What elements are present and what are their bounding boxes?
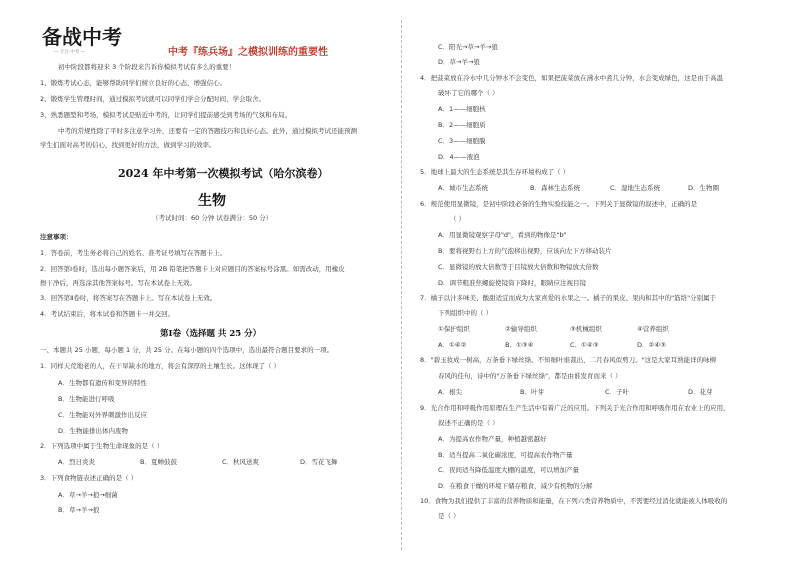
option-d[interactable]: D．调节粗准焦螺旋使镜筒下降时，眼睛应注视目镜	[438, 279, 587, 287]
section-note: 一、本题共 25 小题，每小题 1 分，共 25 分。在每小题的四个选项中，选出最符合题目要求的一项。	[40, 346, 334, 354]
logo-subtext: — 专注·中考 —	[54, 50, 86, 54]
note-item: 擦干净后，再选涂其他答案标号。写在本试卷上无效。	[40, 279, 196, 287]
option-c[interactable]: C．3——细胞膜	[438, 137, 486, 145]
option-d[interactable]: D．生物圈	[688, 184, 720, 192]
note-item: 3．回答第Ⅱ卷时，将答案写在答题卡上。写在本试卷上无效。	[40, 294, 217, 302]
question-stem: 1．同样天荒地老的人，在干旱缺水的地方，将会有深厚的土壤生长。这体现了（ ）	[40, 362, 281, 370]
question-stem: 5．地球上最大的生态系统是其生存环境构成了（ ）	[420, 168, 570, 176]
question-stem: 9．光合作用和呼吸作用原理在生产生活中有着广泛的应用。下列关于光合作用和呼吸作用在农业上的应用，	[420, 404, 730, 412]
option-c[interactable]: C．生物能对外界刺激作出反应	[58, 411, 148, 419]
exam-subject: 生物	[198, 193, 226, 209]
question-stem-cont: 春风的佳句，诗中的"万条垂下绿丝绦"，都是由谁发育而来（ ）	[438, 372, 622, 380]
intro-line: 3、熟悉题型和考场，模拟考试是贴近中考的，让同学们提前感受到考场的气氛和布局。	[40, 111, 292, 119]
intro-line: 学生们面对高考的信心，找到更好的方法，做到学习的效率。	[40, 141, 216, 149]
option-d[interactable]: D．4——液泡	[438, 153, 480, 161]
option-b[interactable]: B．生物能进行呼吸	[58, 395, 115, 403]
option-a[interactable]: A．①④②	[438, 341, 467, 349]
question-stem: 4．把菠菜放在冷水中几分钟水不会变色，如果把菠菜放在沸水中煮几分钟，水会变成绿色，这是由于高温	[420, 74, 724, 82]
option-d[interactable]: D．生物能排出体内废物	[58, 427, 129, 435]
intro-line: 中考的常规性除了平时多注意学习外，还要有一定的答题技巧和良好心态。此外，通过模拟考试还能预测	[58, 127, 357, 135]
exam-meta: （考试时间：60 分钟 试卷满分：50 分）	[152, 214, 273, 222]
question-stem-cont: 是（ ）	[438, 512, 460, 520]
option-a[interactable]: A．用显微镜观察字母"d"，看到的物像是"b"	[438, 231, 567, 239]
option-b[interactable]: B．2——细胞质	[438, 121, 486, 129]
tissue-option: ①保护组织	[438, 325, 470, 333]
question-stem: 3．下列食物链表述正确的是（ ）	[40, 474, 138, 482]
note-item: 2．回答第Ⅰ卷时，选出每小题答案后，用 2B 铅笔把答题卡上对应题目的答案标号涂黑。如需改动，用橡皮	[40, 265, 345, 273]
option-d[interactable]: D．草→羊→狼	[438, 58, 480, 66]
question-stem: 8．"碧玉妆成一树高，万条垂下绿丝绦。不知细叶谁裁出，二月春风似剪刀。"这是大家耳熟能详的咏柳	[420, 356, 717, 364]
section-title: 第Ⅰ卷（选择题 共 25 分）	[160, 329, 262, 339]
question-stem: 6．规范使用显微镜，是初中阶段必备的生物实验技能之一。下列关于显微镜的叙述中，正确的是	[420, 200, 698, 208]
tissue-option: ③机械组织	[570, 325, 602, 333]
tissue-option: ②输导组织	[505, 325, 537, 333]
exam-title: 2024 年中考第一次模拟考试（哈尔滨卷）	[118, 167, 329, 180]
option-c[interactable]: C．子叶	[605, 388, 630, 396]
option-a[interactable]: A．1——细胞核	[438, 105, 486, 113]
option-b[interactable]: B．夏蝉鼓鼓	[140, 458, 177, 466]
intro-line: 初中阶段都将迎来 3 个阶段来告诉你模拟考试有多么的重要！	[58, 63, 236, 71]
logo-text: 备战中考	[42, 25, 122, 49]
option-b[interactable]: B．适当提高二氧化碳浓度，可提高农作物产量	[438, 451, 573, 459]
brand-logo	[40, 22, 132, 54]
option-b[interactable]: B．叶芽	[520, 388, 544, 396]
option-a[interactable]: A．城市生态系统	[438, 184, 488, 192]
option-c[interactable]: C．秋风送爽	[222, 458, 260, 466]
option-a[interactable]: A．烈日炎炎	[58, 458, 95, 466]
intro-line: 2、锻炼学生管理时间，通过模拟考试就可以同学们学会分配时间，学会取舍。	[40, 95, 266, 103]
notes-label: 注意事项：	[40, 233, 73, 241]
question-stem-cont: 破坏了它的哪个（ ）	[438, 89, 499, 97]
option-c[interactable]: C．显微镜的放大倍数等于目镜放大倍数和物镜放大倍数	[438, 263, 599, 271]
question-stem-cont: 下列组织中的（ ）	[438, 309, 493, 317]
column-divider	[401, 20, 402, 550]
option-a[interactable]: A．根尖	[438, 388, 462, 396]
note-item: 1．答卷前，考生务必将自己的姓名、准考证号填写在答题卡上。	[40, 249, 227, 257]
option-b[interactable]: B．①③④	[505, 341, 534, 349]
option-b[interactable]: B．要将视野右上方的气泡移出视野，应该向左下方移动装片	[438, 247, 612, 255]
option-c[interactable]: C．湿地生态系统	[610, 184, 661, 192]
option-b[interactable]: B．草→羊→狼	[58, 506, 100, 514]
option-b[interactable]: B．森林生态系统	[530, 184, 580, 192]
option-d[interactable]: D．花芽	[688, 388, 713, 396]
intro-line: 1、锻炼考试心态，能够帮助同学们树立良好的心态，增强信心。	[40, 79, 227, 87]
question-stem: 10．食物为我们提供了丰富的营养物质和能量，在下列六类营养物质中，不需要经过消化就能被人体吸收的	[420, 497, 728, 505]
option-d[interactable]: D．雪花飞舞	[300, 458, 338, 466]
option-a[interactable]: A．为提高农作物产量，种植越密越好	[438, 435, 547, 443]
option-c[interactable]: C．阳光→草→羊→狼	[438, 43, 498, 51]
question-stem-cont: （ ）	[450, 215, 466, 223]
option-c[interactable]: C．夜间适当降低温度大棚的温度，可以增加产量	[438, 466, 580, 474]
option-d[interactable]: D．②④③	[637, 341, 666, 349]
option-c[interactable]: C．①④③	[570, 341, 599, 349]
tissue-option: ④营养组织	[637, 325, 669, 333]
question-stem: 7．橘子以汁多味美、酸甜适宜而成为大家喜爱的水果之一。橘子的果皮、果肉和其中的"筋络"分别属于	[420, 294, 717, 302]
note-item: 4．考试结束后，将本试卷和答题卡一并交回。	[40, 310, 175, 318]
option-d[interactable]: D．在粮食干燥的环境下储存粮食，减少有机物的分解	[438, 482, 593, 490]
question-stem: 2．下列选项中属于生物生命现象的是（ ）	[40, 442, 164, 450]
question-stem-cont: 叙述不正确的是（ ）	[438, 419, 499, 427]
banner-title: 中考『练兵场』之模拟训练的重要性	[168, 47, 328, 58]
option-a[interactable]: A．生物都有遗传和变异的特性	[58, 379, 147, 387]
option-a[interactable]: A．草→羊→狼→细菌	[58, 491, 118, 499]
